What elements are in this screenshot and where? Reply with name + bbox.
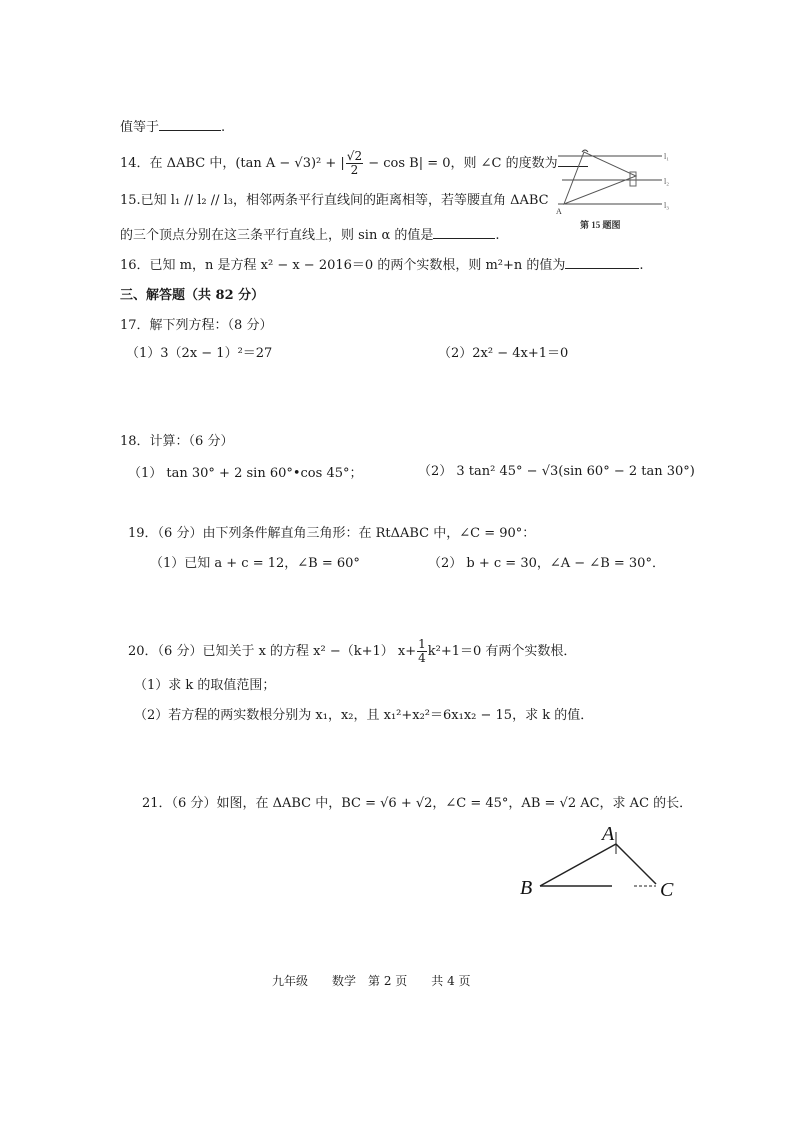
q18-line: 18．计算：（6 分） [120,434,234,449]
q15-line-b: 的三个顶点分别在这三条平行直线上，则 sin α 的值是 . [120,228,500,243]
q16-text: 16．已知 m，n 是方程 x² − x − 2016＝0 的两个实数根，则 m²+n 的值为 [120,258,566,273]
q14-frac-den: 2 [350,163,359,178]
figure-15 [552,142,680,234]
q20-text-b: k²+1＝0 有两个实数根． [427,644,577,660]
q15-text-a: 15.已知 l₁ // l₂ // l₃，相邻两条平行直线间的距离相等，若等腰直角 ΔABC [120,193,549,208]
q20-frac-num: 1 [418,637,426,651]
angle-alpha-arc [582,150,588,152]
q13-tail-line: 值等于 . [120,120,226,135]
q16-answer-blank[interactable] [565,256,639,269]
label-a: A [556,207,562,216]
label-l2: l₂ [664,177,670,186]
side-ac [616,844,656,884]
q14-fraction [346,150,363,177]
q13-tail-text: 值等于 [120,120,160,135]
q20-frac-den: 4 [418,651,426,666]
side-ab [540,844,616,886]
label-b: B [520,877,533,899]
q14-frac-num: √2 [346,149,363,163]
q19-part1: （1）已知 a + c = 12，∠B = 60° [150,556,360,571]
q16-line: 16．已知 m，n 是方程 x² − x − 2016＝0 的两个实数根，则 m²+n 的值为 . [120,258,644,273]
q13-answer-blank[interactable] [159,118,221,131]
q14-text-a: 14．在 ΔABC 中，(tan A − √3)² + | [120,156,345,172]
figure-15-caption: 第 15 题图 [580,220,621,230]
q19-line: 19．（6 分）由下列条件解直角三角形：在 RtΔABC 中，∠C = 90°： [128,526,536,541]
q20-text-a: 20．（6 分）已知关于 x 的方程 x² −（k+1） x+ [128,644,417,660]
q20-part1: （1）求 k 的取值范围； [134,678,276,693]
triangle-abc [564,152,636,204]
q17-part2: （2）2x² − 4x+1＝0 [438,346,569,361]
q14-line [120,150,588,177]
q15-line-a [120,189,549,208]
q18-part2: （2） 3 tan² 45° − √3(sin 60° − 2 tan 30°) [418,464,695,479]
section-3-heading: 三、解答题（共 82 分） [120,288,265,303]
q15-text-b: 的三个顶点分别在这三条平行直线上，则 sin α 的值是 [120,228,434,243]
q18-part1: （1） tan 30° + 2 sin 60°•cos 45°； [128,466,363,481]
page-footer: 九年级 数学 第 2 页 共 4 页 [272,974,471,988]
q20-part2: （2）若方程的两实数根分别为 x₁，x₂，且 x₁²+x₂²＝6x₁x₂ − 15，求 k 的值． [134,708,594,723]
q17-line: 17．解下列方程：（8 分） [120,318,273,333]
q14-text-b: − cos B| = 0，则 ∠C 的度数为 [364,156,558,172]
label-c: C [660,879,674,901]
label-l1: l₁ [664,152,670,161]
q21-line: 21．（6 分）如图，在 ΔABC 中，BC = √6 + √2，∠C = 45°，AB = √2 AC，求 AC 的长． [142,796,693,811]
q19-part2: （2） b + c = 30，∠A − ∠B = 30°． [428,556,665,571]
label-l3: l₃ [664,201,670,210]
q15-answer-blank[interactable] [433,226,495,239]
q17-part1: （1）3（2x − 1）²＝27 [126,346,273,361]
q20-line [128,638,576,665]
label-a: A [602,823,615,845]
q20-fraction [417,638,427,665]
figure-21 [510,818,690,902]
